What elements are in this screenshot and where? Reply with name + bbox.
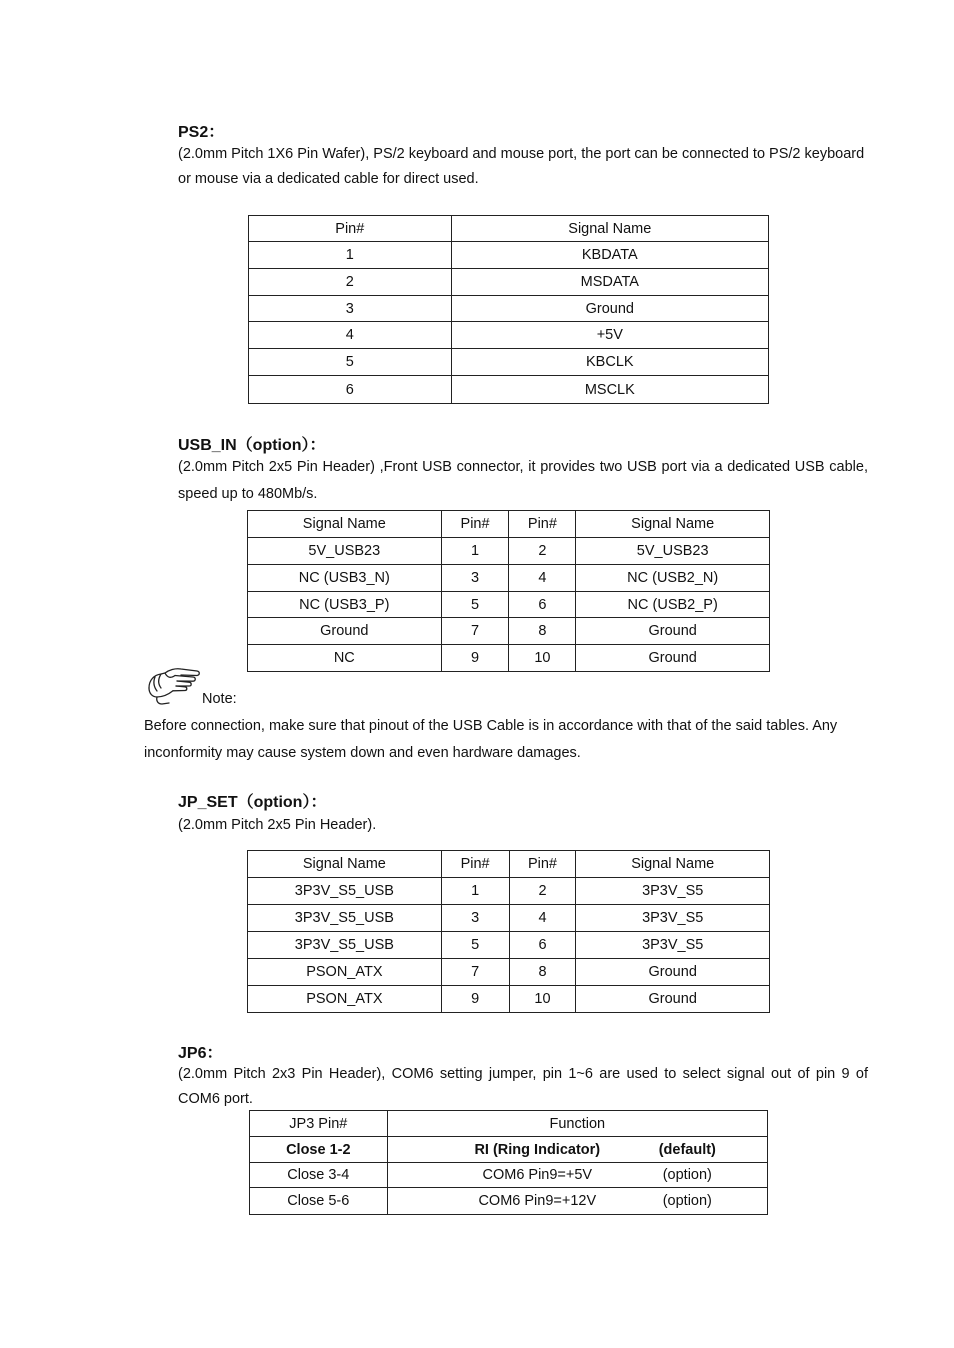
- signal-cell: PSON_ATX: [248, 959, 442, 986]
- column-header: Pin#: [441, 511, 509, 538]
- function-cell: [387, 1137, 767, 1163]
- setting-cell: Close 1-2: [250, 1137, 388, 1163]
- column-header: Signal Name: [451, 216, 768, 242]
- column-header: Pin#: [441, 851, 509, 878]
- signal-cell: NC (USB3_P): [248, 592, 442, 618]
- pin-cell: 4: [509, 905, 576, 932]
- pin-cell: 4: [509, 565, 576, 592]
- pin-cell: 2: [509, 538, 576, 565]
- jp-set-pin-table: [247, 850, 770, 1013]
- usb-in-heading: USB_IN（option）：: [178, 437, 326, 454]
- pin-cell: 1: [441, 878, 509, 905]
- signal-cell: Ground: [576, 645, 770, 672]
- table-row: [248, 565, 770, 592]
- usb-in-pin-table: [247, 510, 770, 672]
- function-cell: [387, 1163, 767, 1188]
- setting-cell: Close 5-6: [250, 1188, 388, 1215]
- signal-cell: NC (USB2_N): [576, 565, 770, 592]
- pin-cell: 5: [441, 592, 509, 618]
- note-text: Before connection, make sure that pinout of the USB Cable is in accordance with that of the said tables. Any inconformity may cause system down and even hardware damages.: [144, 718, 838, 761]
- signal-cell: 3P3V_S5_USB: [248, 905, 442, 932]
- signal-cell: KBDATA: [451, 242, 768, 269]
- jp6-description: (2.0mm Pitch 2x3 Pin Header), COM6 setting jumper, pin 1~6 are used to select signal out of pin 9 of COM6 port.: [178, 1066, 868, 1107]
- table-row: [249, 242, 769, 269]
- table-row: [249, 269, 769, 296]
- pin-cell: 1: [441, 538, 509, 565]
- pin-cell: 8: [509, 618, 576, 645]
- column-header: Signal Name: [248, 851, 442, 878]
- column-header: Signal Name: [248, 511, 442, 538]
- signal-cell: +5V: [451, 322, 768, 349]
- table-header-row: [250, 1111, 768, 1137]
- column-header: Signal Name: [576, 851, 770, 878]
- pin-cell: 2: [509, 878, 576, 905]
- signal-cell: 3P3V_S5: [576, 878, 770, 905]
- ps2-description: (2.0mm Pitch 1X6 Pin Wafer), PS/2 keyboard and mouse port, the port can be connected to PS/2 keyboard or mouse via a dedicated cable for direct used.: [178, 146, 865, 187]
- jp6-heading: JP6：: [178, 1045, 223, 1062]
- pin-cell: 6: [509, 932, 576, 959]
- table-header-row: [249, 216, 769, 242]
- table-row: [248, 905, 770, 932]
- signal-cell: 5V_USB23: [248, 538, 442, 565]
- function-cell: [387, 1188, 767, 1215]
- pointing-hand-icon: [145, 664, 201, 708]
- signal-cell: Ground: [576, 986, 770, 1013]
- table-row: [250, 1137, 768, 1163]
- pin-cell: 7: [441, 959, 509, 986]
- pin-cell: 10: [509, 645, 576, 672]
- table-row: [250, 1163, 768, 1188]
- signal-cell: 3P3V_S5: [576, 905, 770, 932]
- signal-cell: Ground: [248, 618, 442, 645]
- pin-cell: 3: [441, 565, 509, 592]
- table-row: [249, 296, 769, 322]
- pin-cell: 1: [249, 242, 452, 269]
- table-row: [248, 878, 770, 905]
- pin-cell: 3: [441, 905, 509, 932]
- pin-cell: 9: [441, 645, 509, 672]
- signal-cell: 3P3V_S5_USB: [248, 932, 442, 959]
- signal-cell: 5V_USB23: [576, 538, 770, 565]
- signal-cell: Ground: [576, 959, 770, 986]
- signal-cell: 3P3V_S5: [576, 932, 770, 959]
- signal-cell: PSON_ATX: [248, 986, 442, 1013]
- table-row: [249, 349, 769, 376]
- function-text: RI (Ring Indicator): [474, 1141, 601, 1158]
- table-row: [248, 592, 770, 618]
- signal-cell: MSCLK: [451, 376, 768, 404]
- signal-cell: KBCLK: [451, 349, 768, 376]
- table-row: [248, 618, 770, 645]
- function-mode: (option): [662, 1193, 712, 1209]
- table-row: [249, 322, 769, 349]
- table-row: [248, 932, 770, 959]
- pin-cell: 10: [509, 986, 576, 1013]
- signal-cell: NC (USB3_N): [248, 565, 442, 592]
- pin-cell: 9: [441, 986, 509, 1013]
- signal-cell: NC (USB2_P): [576, 592, 770, 618]
- table-row: [248, 959, 770, 986]
- note-label: Note:: [202, 691, 237, 707]
- signal-cell: 3P3V_S5_USB: [248, 878, 442, 905]
- pin-cell: 5: [249, 349, 452, 376]
- jp-set-heading: JP_SET（option）：: [178, 794, 327, 811]
- column-header: Signal Name: [576, 511, 770, 538]
- column-header: Pin#: [509, 851, 576, 878]
- ps2-heading: PS2：: [178, 124, 225, 141]
- function-text: COM6 Pin9=+12V: [478, 1193, 597, 1209]
- table-row: [249, 376, 769, 404]
- column-header: Pin#: [249, 216, 452, 242]
- table-header-row: [248, 851, 770, 878]
- table-header-row: [248, 511, 770, 538]
- table-row: [248, 645, 770, 672]
- jp-set-description: (2.0mm Pitch 2x5 Pin Header).: [178, 817, 377, 833]
- pin-cell: 6: [249, 376, 452, 404]
- signal-cell: MSDATA: [451, 269, 768, 296]
- pin-cell: 5: [441, 932, 509, 959]
- table-row: [248, 538, 770, 565]
- jp6-jumper-table: [249, 1110, 768, 1215]
- function-mode: (default): [658, 1141, 716, 1158]
- function-text: COM6 Pin9=+5V: [482, 1167, 593, 1183]
- setting-cell: Close 3-4: [250, 1163, 388, 1188]
- usb-in-description: (2.0mm Pitch 2x5 Pin Header) ,Front USB connector, it provides two USB port via a dedicated USB cable, speed up to 480Mb/s.: [178, 459, 868, 502]
- signal-cell: NC: [248, 645, 442, 672]
- pin-cell: 4: [249, 322, 452, 349]
- column-header: Pin#: [509, 511, 576, 538]
- pin-cell: 7: [441, 618, 509, 645]
- signal-cell: Ground: [451, 296, 768, 322]
- ps2-pin-table: [248, 215, 769, 404]
- table-row: [250, 1188, 768, 1215]
- pin-cell: 8: [509, 959, 576, 986]
- pin-cell: 3: [249, 296, 452, 322]
- table-row: [248, 986, 770, 1013]
- column-header: Function: [387, 1111, 767, 1137]
- pin-cell: 2: [249, 269, 452, 296]
- function-mode: (option): [662, 1167, 712, 1183]
- column-header: JP3 Pin#: [250, 1111, 388, 1137]
- signal-cell: Ground: [576, 618, 770, 645]
- pin-cell: 6: [509, 592, 576, 618]
